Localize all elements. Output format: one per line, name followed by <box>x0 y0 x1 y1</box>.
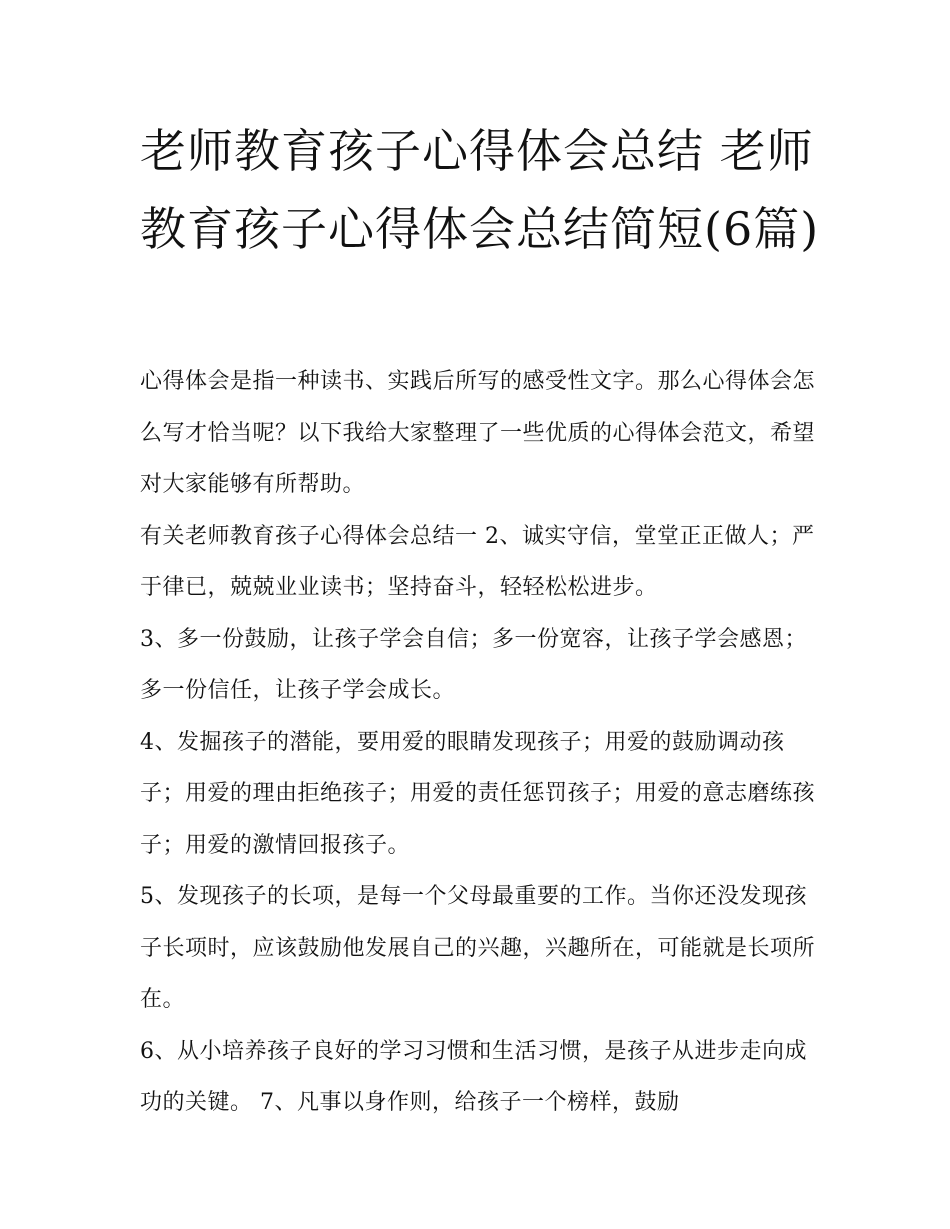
document-body <box>140 356 820 1129</box>
paragraph-item-5: 5、发现孩子的长项，是每一个父母最重要的工作。当你还没发现孩子长项时，应该鼓励他发展自己的兴趣，兴趣所在，可能就是长项所在。 <box>140 884 816 1012</box>
paragraph-item-3: 3、多一份鼓励，让孩子学会自信；多一份宽容，让孩子学会感恩；多一份信任，让孩子学会成长。 <box>140 626 807 703</box>
paragraph-item-6: 6、从小培养孩子良好的学习习惯和生活习惯，是孩子从进步走向成功的关键。 7、凡事以身作则，给孩子一个榜样，鼓励 <box>140 1038 807 1115</box>
paragraph-item-2: 有关老师教育孩子心得体会总结一 2、诚实守信，堂堂正正做人；严于律已，兢兢业业读书；坚持奋斗，轻轻松松进步。 <box>140 523 815 600</box>
document-title: 老师教育孩子心得体会总结 老师教育孩子心得体会总结简短(6篇) <box>140 124 820 256</box>
paragraph-item-4: 4、发掘孩子的潜能，要用爱的眼睛发现孩子；用爱的鼓励调动孩子；用爱的理由拒绝孩子；用爱的责任惩罚孩子；用爱的意志磨练孩子；用爱的激情回报孩子。 <box>140 729 816 858</box>
paragraph-intro: 心得体会是指一种读书、实践后所写的感受性文字。那么心得体会怎么写才恰当呢？以下我给大家整理了一些优质的心得体会范文，希望对大家能够有所帮助。 <box>140 369 816 497</box>
